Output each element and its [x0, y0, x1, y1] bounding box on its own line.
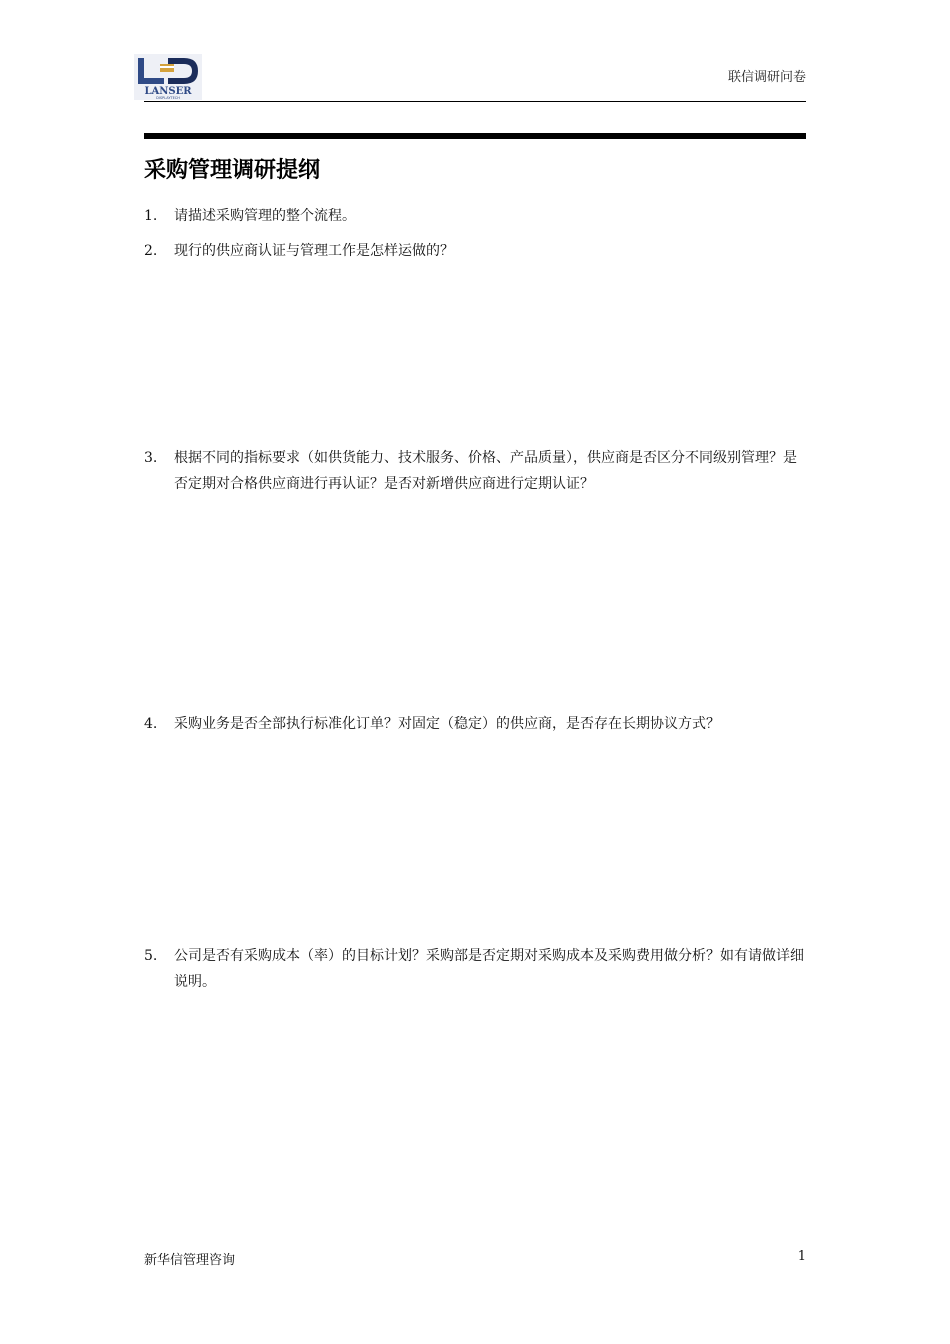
question-item: [144, 445, 806, 497]
question-number: 1.: [144, 208, 158, 224]
logo-text: LANSER: [144, 86, 192, 97]
question-text: 根据不同的指标要求（如供货能力、技术服务、价格、产品质量），供应商是否区分不同级别管理？是否定期对合格供应商进行再认证？是否对新增供应商进行定期认证？: [174, 450, 797, 492]
footer-company: 新华信管理咨询: [144, 1253, 236, 1268]
question-text: 采购业务是否全部执行标准化订单？对固定（稳定）的供应商，是否存在长期协议方式？: [174, 716, 720, 732]
document-title: 采购管理调研提纲: [144, 158, 321, 183]
question-text: 公司是否有采购成本（率）的目标计划？采购部是否定期对采购成本及采购费用做分析？如有请做详细说明。: [174, 948, 804, 990]
question-item: [144, 943, 806, 995]
question-number: 2.: [144, 243, 158, 259]
question-text: 现行的供应商认证与管理工作是怎样运做的？: [174, 243, 454, 259]
lanser-logo: [134, 54, 202, 100]
logo-subtext: DISPLAYTECH: [156, 96, 180, 100]
question-number: 4.: [144, 716, 158, 732]
question-item: [144, 238, 806, 264]
header-divider: [144, 101, 806, 102]
title-bar-divider: [144, 133, 806, 139]
footer-page-number: 1: [797, 1249, 806, 1264]
question-number: 5.: [144, 948, 158, 964]
question-text: 请描述采购管理的整个流程。: [174, 208, 356, 224]
question-item: [144, 711, 806, 737]
header-title: 联信调研问卷: [727, 70, 806, 85]
question-number: 3.: [144, 450, 158, 466]
question-item: [144, 203, 806, 229]
